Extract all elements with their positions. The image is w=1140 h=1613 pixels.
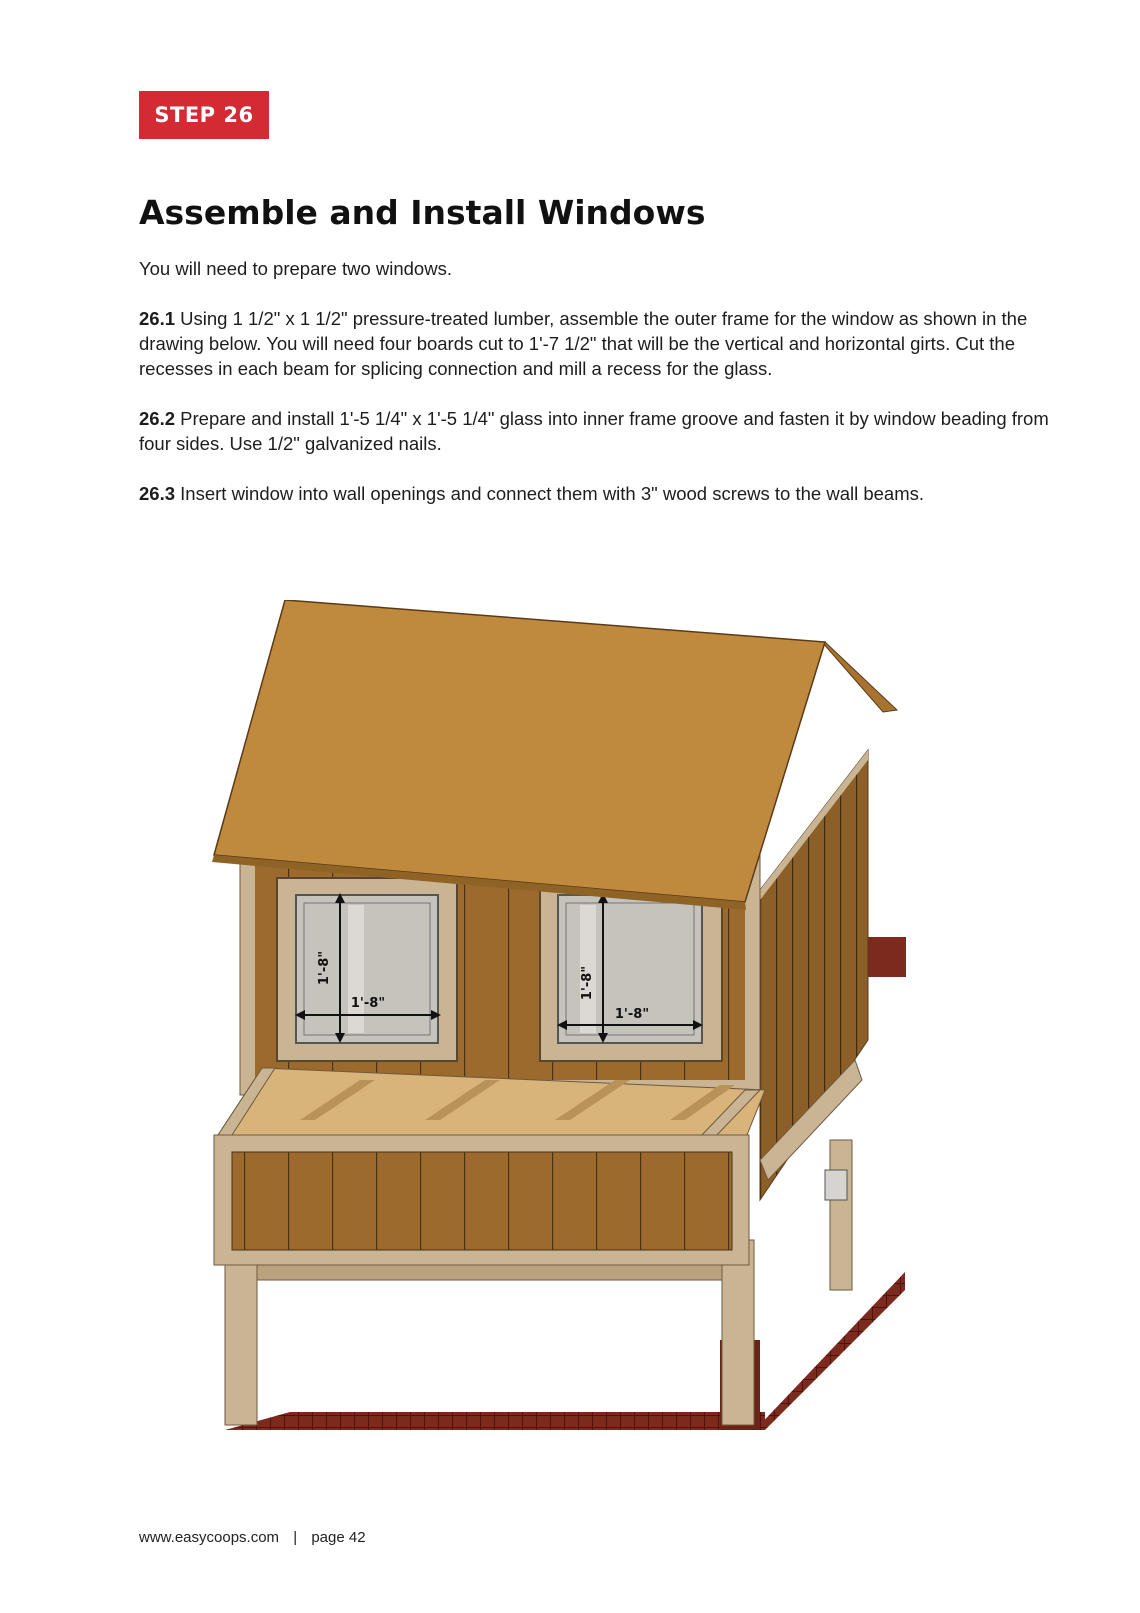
step-text: Insert window into wall openings and connect them with 3" wood screws to the wall beams. <box>180 483 925 504</box>
step-text: Prepare and install 1'-5 1/4" x 1'-5 1/4" glass into inner frame groove and fasten it by window beading from four sides. Use 1/2" galvanized nails. <box>139 408 1049 454</box>
side-wall <box>760 750 868 1200</box>
left-window-height-label: 1'-8" <box>317 950 332 986</box>
step-text: Using 1 1/2" x 1 1/2" pressure-treated lumber, assemble the outer frame for the window as shown in the drawing below. You will need four boards cut to 1'-7 1/2" that will be the vertical and horizontal girts. Cut the recesses in each beam for splicing connection and mill a recess for the glass. <box>139 308 1028 379</box>
page-title: Assemble and Install Windows <box>139 193 706 232</box>
footer-website: www.easycoops.com <box>139 1529 280 1546</box>
right-window <box>540 878 722 1061</box>
nest-box <box>214 1068 765 1265</box>
step-paragraph-2 <box>139 406 1069 456</box>
left-window <box>277 878 457 1061</box>
intro-paragraph: You will need to prepare two windows. <box>139 258 452 279</box>
step-badge: STEP 26 <box>139 91 269 139</box>
page-footer <box>139 1529 366 1546</box>
step-number: 26.3 <box>139 483 176 504</box>
right-window-height-label: 1'-8" <box>580 965 595 1001</box>
step-paragraph-1 <box>139 306 1069 381</box>
footer-page-number: page 42 <box>311 1529 366 1546</box>
step-number: 26.2 <box>139 408 176 429</box>
instructions <box>139 256 1069 531</box>
step-paragraph-3 <box>139 481 1069 506</box>
right-window-width-label: 1'-8" <box>614 1007 650 1022</box>
step-number: 26.1 <box>139 308 176 329</box>
left-window-width-label: 1'-8" <box>350 996 386 1011</box>
footer-separator: | <box>293 1529 298 1546</box>
coop-illustration <box>200 600 940 1470</box>
